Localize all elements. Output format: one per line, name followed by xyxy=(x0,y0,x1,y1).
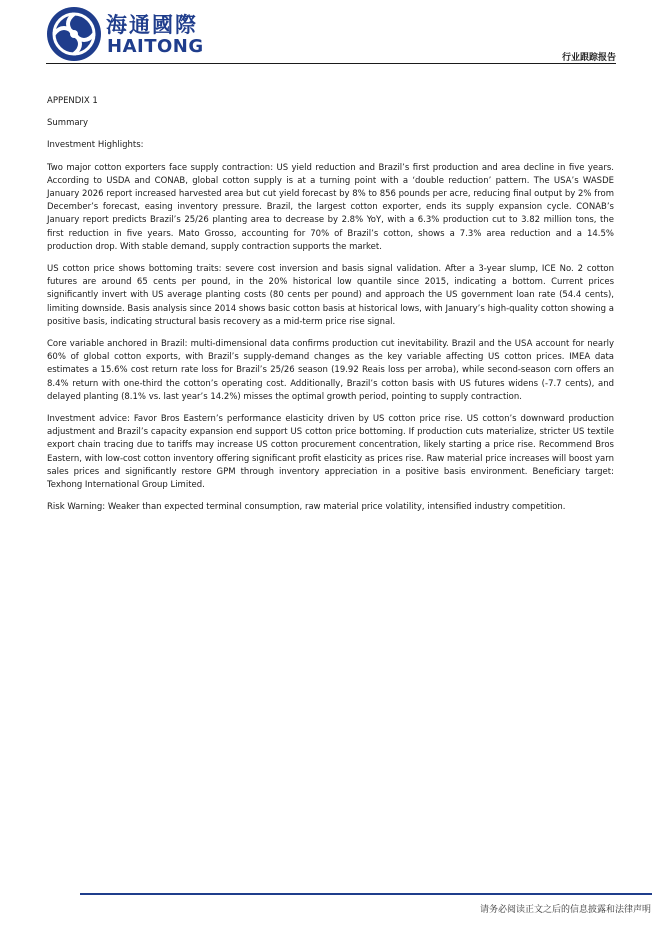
header-divider xyxy=(46,63,616,64)
paragraph-brazil-core-variable: Core variable anchored in Brazil: multi-dimensional data confirms production cut inevitability. Brazil and the USA account for nearly 60% of global cotton exports, with Brazil’s supply-demand changes as the key variable affecting US cotton prices. IMEA data estimates a 15.6% cost return rate loss for Brazil’s 25/26 season (19.92 Reais loss per arroba), while second-season corn offers an 8.4% return with one-third the cotton’s operating cost. Additionally, Brazil’s cotton basis with US futures widens (-7.7 cents), and delayed planting (8.1% vs. last year’s 14.2%) misses the optimal growth period, pointing to supply contraction. xyxy=(47,339,614,402)
haitong-logo xyxy=(46,6,206,62)
haitong-emblem-icon xyxy=(46,6,102,62)
footer-divider xyxy=(80,893,652,895)
page-header xyxy=(46,6,616,64)
paragraph-investment-advice: Investment advice: Favor Bros Eastern’s performance elasticity driven by US cotton price rise. US cotton’s downward production adjustment and Brazil’s capacity expansion end support US cotton price bottoming. If production cuts materialize, stricter US textile export chain tracing due to tariffs may increase US cotton procurement concentration, likely starting a price rise. Recommend Bros Eastern, with low-cost cotton inventory offering significant profit elasticity as prices rise. Raw material price increases will boost yarn sales prices and significantly restore GPM through inventory appreciation in a positive basis environment. Beneficiary target: Texhong International Group Limited. xyxy=(47,414,614,491)
paragraph-supply-contraction: Two major cotton exporters face supply contraction: US yield reduction and Brazil’s first production and area decline in five years. According to USDA and CONAB, global cotton supply is at a turning point with a ‘double reduction’ pattern. The USA’s WASDE January 2026 report increased harvested area but cut yield forecast by 8% to 856 pounds per acre, reducing final output by 2% from December’s forecast, easing inventory pressure. Brazil, the largest cotton exporter, ends its supply expansion cycle. CONAB’s January report predicts Brazil’s 25/26 planting area to decrease by 2.8% YoY, with a 6.3% production cut to 3.82 million tons, the first reduction in five years. Mato Grosso, accounting for 70% of Brazil’s cotton, shows a 7.3% area reduction and a 14.5% production drop. With stable demand, supply contraction supports the market. xyxy=(47,162,614,252)
logo-chinese-name: 海通國際 xyxy=(106,13,198,37)
paragraph-risk-warning: Risk Warning: Weaker than expected terminal consumption, raw material price volatility, intensified industry competition. xyxy=(47,502,566,513)
footer-disclaimer: 请务必阅读正文之后的信息披露和法律声明 xyxy=(479,905,651,915)
paragraph-price-bottoming: US cotton price shows bottoming traits: severe cost inversion and basis signal validation. After a 3-year slump, ICE No. 2 cotton futures are around 65 cents per pound, in the 20% historical low quantile since 2015, indicating a bottom. Current prices significantly invert with US average planting costs (80 cents per pound) and approach the US government loan rate (54.4 cents), limiting downside. Basis analysis since 2014 shows basic cotton basis at historical lows, with January’s high-quality cotton showing a positive basis, indicating structural basis recovery as a mid-term price rise signal. xyxy=(47,264,614,327)
summary-heading: Summary xyxy=(47,118,89,129)
investment-highlights-heading: Investment Highlights: xyxy=(47,140,144,151)
logo-english-name: HAITONG xyxy=(107,36,204,57)
document-body xyxy=(47,95,614,523)
report-type-label: 行业跟踪报告 xyxy=(561,53,616,63)
appendix-title: APPENDIX 1 xyxy=(47,96,98,106)
